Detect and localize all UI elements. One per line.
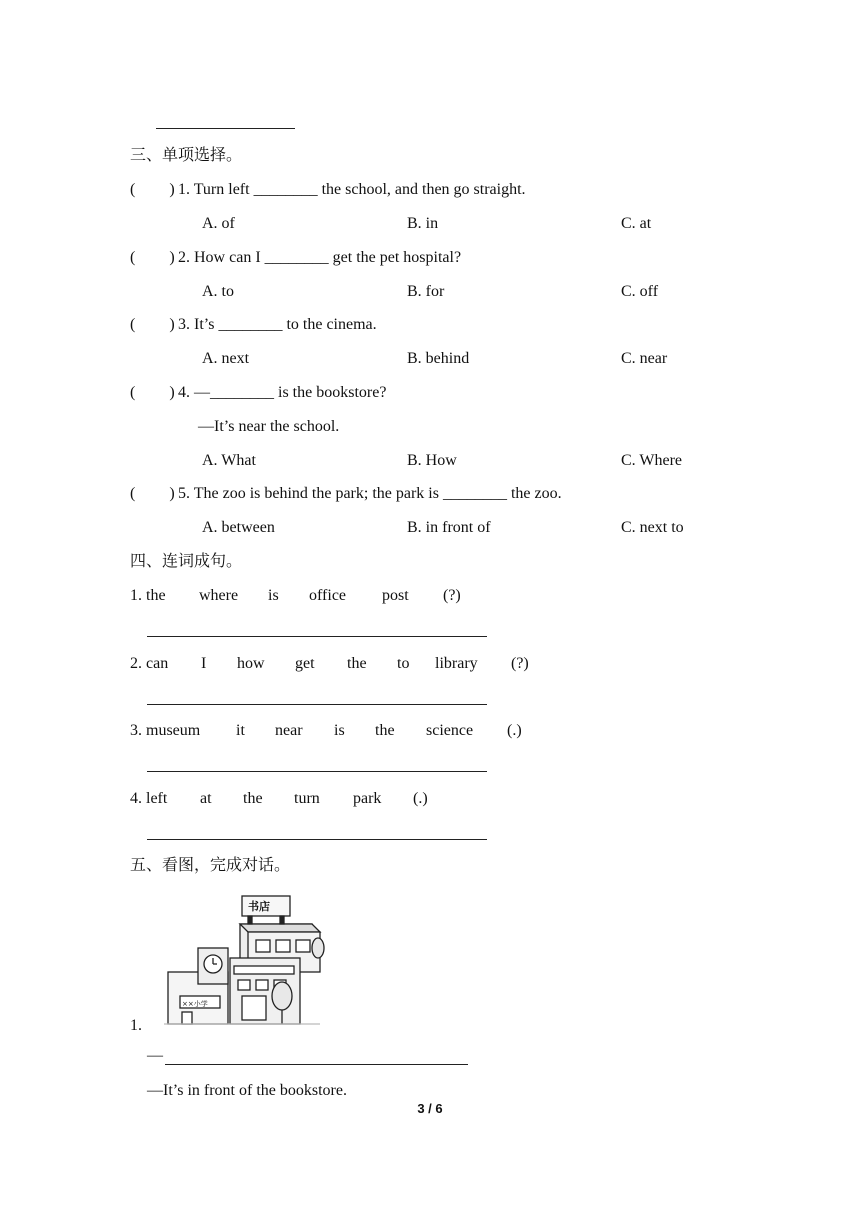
word: turn — [294, 790, 320, 807]
dialog-item-number: 1. — [130, 1017, 142, 1034]
reorder-item-1 — [130, 586, 461, 606]
q1-option-c: C. at — [621, 215, 652, 232]
q4-text: 4. —________ is the bookstore? — [178, 384, 387, 401]
answer-line-2 — [147, 704, 487, 705]
q2-option-c: C. off — [621, 283, 659, 300]
page-number: 3 / 6 — [417, 1101, 443, 1116]
q5-paren: ( ) — [130, 485, 175, 502]
word: 2. can — [130, 655, 169, 672]
q5-option-b: B. in front of — [407, 519, 491, 536]
q5-option-c: C. next to — [621, 519, 684, 536]
word: the — [375, 722, 395, 739]
word: I — [201, 655, 207, 672]
word: is — [334, 722, 345, 739]
q4 — [130, 383, 386, 403]
word: is — [268, 587, 279, 604]
q5 — [130, 484, 562, 504]
word: (.) — [507, 722, 522, 739]
answer-line-3 — [147, 771, 487, 772]
q4-option-c: C. Where — [621, 452, 683, 469]
q2-text: 2. How can I ________ get the pet hospital? — [178, 249, 462, 266]
q3 — [130, 315, 377, 335]
word: get — [295, 655, 315, 672]
q3-option-c: C. near — [621, 350, 668, 367]
word: it — [236, 722, 245, 739]
word: (?) — [443, 587, 461, 604]
word: post — [382, 587, 409, 604]
word: (?) — [511, 655, 529, 672]
question-answer-line — [165, 1064, 468, 1065]
school-bookstore-picture — [160, 888, 325, 1028]
word: near — [275, 722, 303, 739]
answer-line-4 — [147, 839, 487, 840]
answer-blank-top — [156, 128, 295, 129]
q4-option-a: A. What — [202, 452, 256, 469]
reorder-item-4 — [130, 789, 428, 809]
word: to — [397, 655, 410, 672]
word: the — [243, 790, 263, 807]
q1-text: 1. Turn left ________ the school, and then go straight. — [178, 181, 526, 198]
section4-heading: 四、连词成句。 — [130, 553, 243, 570]
word: 4. left — [130, 790, 168, 807]
q2-option-b: B. for — [407, 283, 445, 300]
q3-option-a: A. next — [202, 350, 250, 367]
q2 — [130, 248, 461, 268]
dialog-reply: —It’s in front of the bookstore. — [147, 1082, 347, 1099]
word: office — [309, 587, 347, 604]
q1-option-b: B. in — [407, 215, 439, 232]
q5-option-a: A. between — [202, 519, 275, 536]
q5-text: 5. The zoo is behind the park; the park is ________ the zoo. — [178, 485, 562, 502]
q4-paren: ( ) — [130, 384, 175, 401]
q2-option-a: A. to — [202, 283, 234, 300]
reorder-item-2 — [130, 654, 529, 674]
word: the — [347, 655, 367, 672]
reorder-item-3 — [130, 721, 522, 741]
q2-paren: ( ) — [130, 249, 175, 266]
word: park — [353, 790, 382, 807]
section5-heading: 五、看图，完成对话。 — [130, 857, 291, 874]
q1-option-a: A. of — [202, 215, 235, 232]
answer-line-1 — [147, 636, 487, 637]
q1 — [130, 180, 526, 200]
bookstore-sign: 书店 — [248, 900, 270, 913]
q3-paren: ( ) — [130, 316, 175, 333]
word: 1. the — [130, 587, 166, 604]
school-sign: ××小学 — [182, 1000, 208, 1008]
word: science — [426, 722, 474, 739]
q1-paren: ( ) — [130, 181, 175, 198]
word: library — [435, 655, 478, 672]
q4-option-b: B. How — [407, 452, 457, 469]
word: (.) — [413, 790, 428, 807]
word: 3. museum — [130, 722, 201, 739]
section3-heading: 三、单项选择。 — [130, 147, 243, 164]
word: where — [199, 587, 239, 604]
word: at — [200, 790, 212, 807]
word: how — [237, 655, 265, 672]
q3-text: 3. It’s ________ to the cinema. — [178, 316, 377, 333]
q4-reply: —It’s near the school. — [198, 418, 340, 435]
q3-option-b: B. behind — [407, 350, 470, 367]
question-dash: — — [147, 1047, 163, 1064]
